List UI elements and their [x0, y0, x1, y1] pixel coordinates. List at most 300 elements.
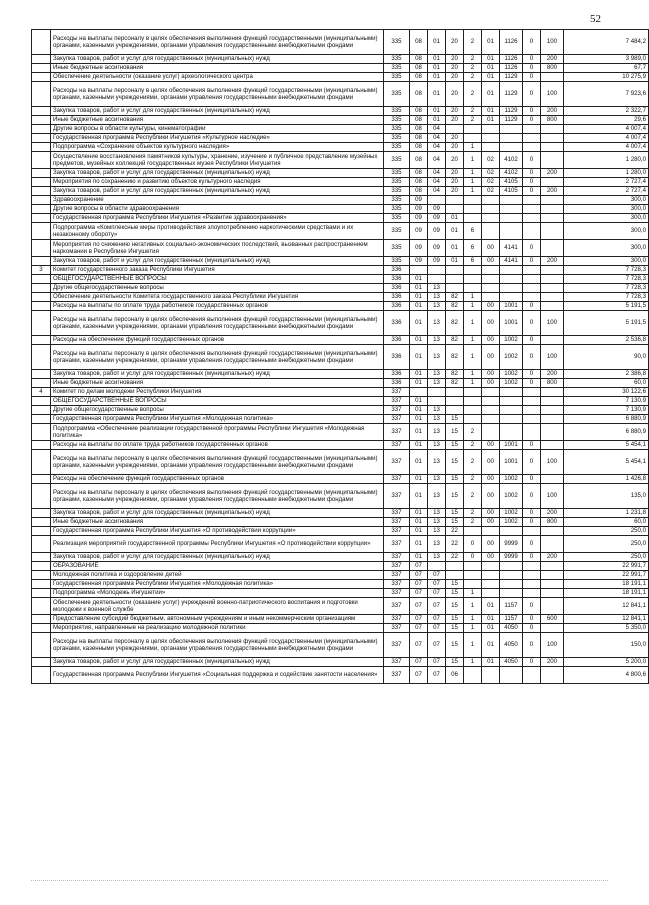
- event-cell: [482, 424, 500, 441]
- row-number-cell: [32, 624, 51, 633]
- subsection-cell: 01: [428, 116, 446, 125]
- program-cell: 15: [446, 615, 464, 624]
- direction-cell: [500, 205, 523, 214]
- row-number-cell: [32, 424, 51, 441]
- program-cell: 15: [446, 484, 464, 509]
- ministry-code-cell: 335: [384, 55, 410, 64]
- code-cell: 0: [523, 73, 541, 82]
- page-number: 52: [590, 13, 601, 25]
- expense-type-cell: [541, 441, 564, 450]
- section-cell: 08: [410, 55, 428, 64]
- ministry-code-cell: 337: [384, 450, 410, 475]
- expense-type-cell: [541, 73, 564, 82]
- subsection-cell: 01: [428, 30, 446, 55]
- program-cell: [446, 284, 464, 293]
- row-number-cell: [32, 336, 51, 345]
- section-cell: 01: [410, 518, 428, 527]
- program-cell: 82: [446, 370, 464, 379]
- table-row: [32, 484, 649, 509]
- amount-cell: 4 007,4: [564, 143, 649, 152]
- expense-type-cell: [541, 580, 564, 589]
- expense-type-cell: [541, 336, 564, 345]
- item-name-cell: Расходы на выплаты персоналу в целях обеспечения выполнения функций государственными (муниципальными) органами, казенными учреждениями, органами управления государственными внебюджетными фондами: [51, 484, 384, 509]
- subprogram-cell: 1: [464, 589, 482, 598]
- program-cell: 22: [446, 527, 464, 536]
- event-cell: 01: [482, 615, 500, 624]
- item-name-cell: Закупка товаров, работ и услуг для государственных (муниципальных) нужд: [51, 257, 384, 266]
- table-row: [32, 73, 649, 82]
- amount-cell: 5 191,5: [564, 302, 649, 311]
- amount-cell: 2 322,7: [564, 107, 649, 116]
- subsection-cell: 01: [428, 64, 446, 73]
- direction-cell: [500, 562, 523, 571]
- row-number-cell: [32, 187, 51, 196]
- event-cell: 00: [482, 450, 500, 475]
- item-name-cell: Подпрограмма «Комплексные меры противодействия злоупотреблению наркотическими средствами и их незаконному обороту»: [51, 223, 384, 240]
- event-cell: [482, 196, 500, 205]
- direction-cell: 9999: [500, 536, 523, 553]
- event-cell: [482, 406, 500, 415]
- section-cell: 07: [410, 615, 428, 624]
- direction-cell: 1129: [500, 73, 523, 82]
- ministry-code-cell: 335: [384, 125, 410, 134]
- event-cell: 00: [482, 518, 500, 527]
- code-cell: 0: [523, 536, 541, 553]
- code-cell: 0: [523, 633, 541, 658]
- expense-type-cell: [541, 205, 564, 214]
- subprogram-cell: 2: [464, 30, 482, 55]
- subsection-cell: [428, 562, 446, 571]
- table-row: [32, 116, 649, 125]
- expense-type-cell: 200: [541, 55, 564, 64]
- table-row: [32, 658, 649, 667]
- amount-cell: 250,0: [564, 527, 649, 536]
- code-cell: [523, 388, 541, 397]
- section-cell: 01: [410, 441, 428, 450]
- direction-cell: [500, 275, 523, 284]
- item-name-cell: Обеспечение деятельности Комитета государственного заказа Республики Ингушетия: [51, 293, 384, 302]
- subprogram-cell: 2: [464, 82, 482, 107]
- ministry-code-cell: 337: [384, 571, 410, 580]
- program-cell: 82: [446, 311, 464, 336]
- subprogram-cell: 1: [464, 152, 482, 169]
- subsection-cell: 07: [428, 615, 446, 624]
- subsection-cell: 04: [428, 178, 446, 187]
- budget-table: [31, 29, 649, 684]
- code-cell: [523, 424, 541, 441]
- item-name-cell: ОБЩЕГОСУДАРСТВЕННЫЕ ВОПРОСЫ: [51, 397, 384, 406]
- program-cell: [446, 562, 464, 571]
- program-cell: 15: [446, 658, 464, 667]
- subsection-cell: 13: [428, 284, 446, 293]
- program-cell: 82: [446, 336, 464, 345]
- program-cell: 01: [446, 240, 464, 257]
- subsection-cell: 09: [428, 257, 446, 266]
- direction-cell: 1157: [500, 598, 523, 615]
- amount-cell: 18 191,1: [564, 580, 649, 589]
- table-row: [32, 107, 649, 116]
- event-cell: [482, 397, 500, 406]
- row-number-cell: [32, 667, 51, 684]
- amount-cell: 1 426,8: [564, 475, 649, 484]
- ministry-code-cell: 337: [384, 518, 410, 527]
- amount-cell: 29,6: [564, 116, 649, 125]
- subprogram-cell: 1: [464, 178, 482, 187]
- program-cell: 20: [446, 143, 464, 152]
- ministry-code-cell: 337: [384, 580, 410, 589]
- program-cell: 15: [446, 475, 464, 484]
- code-cell: 0: [523, 240, 541, 257]
- amount-cell: 2 727,4: [564, 187, 649, 196]
- subsection-cell: 07: [428, 580, 446, 589]
- section-cell: 08: [410, 125, 428, 134]
- subsection-cell: 09: [428, 223, 446, 240]
- item-name-cell: Государственная программа Республики Ингушетия «Социальная поддержка и содействие занятости населения»: [51, 667, 384, 684]
- direction-cell: 1129: [500, 82, 523, 107]
- program-cell: 15: [446, 633, 464, 658]
- item-name-cell: Подпрограмма «Сохранение объектов культурного наследия»: [51, 143, 384, 152]
- subprogram-cell: [464, 266, 482, 275]
- section-cell: 07: [410, 580, 428, 589]
- subprogram-cell: [464, 134, 482, 143]
- ministry-code-cell: 335: [384, 64, 410, 73]
- amount-cell: 135,0: [564, 484, 649, 509]
- table-row: [32, 152, 649, 169]
- item-name-cell: Обеспечение деятельности (оказание услуг) учреждений военно-патриотического воспитания и подготовки молодежи к военной службе: [51, 598, 384, 615]
- row-number-cell: [32, 370, 51, 379]
- program-cell: 15: [446, 450, 464, 475]
- item-name-cell: Государственная программа Республики Ингушетия «Молодежная политика»: [51, 415, 384, 424]
- program-cell: [446, 205, 464, 214]
- expense-type-cell: [541, 240, 564, 257]
- row-number-cell: [32, 64, 51, 73]
- subprogram-cell: 1: [464, 143, 482, 152]
- event-cell: [482, 527, 500, 536]
- code-cell: 0: [523, 257, 541, 266]
- ministry-code-cell: 337: [384, 527, 410, 536]
- row-number-cell: [32, 484, 51, 509]
- subprogram-cell: 2: [464, 55, 482, 64]
- subprogram-cell: 1: [464, 633, 482, 658]
- direction-cell: 1001: [500, 441, 523, 450]
- expense-type-cell: 100: [541, 30, 564, 55]
- event-cell: 02: [482, 169, 500, 178]
- amount-cell: 6 880,9: [564, 415, 649, 424]
- subsection-cell: 04: [428, 169, 446, 178]
- subprogram-cell: 2: [464, 450, 482, 475]
- code-cell: [523, 293, 541, 302]
- row-number-cell: [32, 240, 51, 257]
- row-number-cell: [32, 293, 51, 302]
- subprogram-cell: [464, 397, 482, 406]
- event-cell: [482, 293, 500, 302]
- program-cell: 82: [446, 345, 464, 370]
- amount-cell: 60,0: [564, 379, 649, 388]
- event-cell: 00: [482, 240, 500, 257]
- item-name-cell: Государственная программа Республики Ингушетия «О противодействии коррупции»: [51, 527, 384, 536]
- direction-cell: 1001: [500, 450, 523, 475]
- table-row: [32, 379, 649, 388]
- table-row: [32, 370, 649, 379]
- subprogram-cell: 0: [464, 536, 482, 553]
- direction-cell: 1126: [500, 64, 523, 73]
- subprogram-cell: 2: [464, 475, 482, 484]
- event-cell: 00: [482, 370, 500, 379]
- ministry-code-cell: 337: [384, 624, 410, 633]
- item-name-cell: Закупка товаров, работ и услуг для государственных (муниципальных) нужд: [51, 370, 384, 379]
- table-row: [32, 667, 649, 684]
- direction-cell: [500, 214, 523, 223]
- amount-cell: 300,0: [564, 205, 649, 214]
- row-number-cell: [32, 536, 51, 553]
- subprogram-cell: 1: [464, 345, 482, 370]
- subsection-cell: 13: [428, 379, 446, 388]
- direction-cell: 1002: [500, 345, 523, 370]
- item-name-cell: Другие вопросы в области культуры, кинематографии: [51, 125, 384, 134]
- row-number-cell: [32, 134, 51, 143]
- subprogram-cell: [464, 125, 482, 134]
- direction-cell: 1001: [500, 311, 523, 336]
- expense-type-cell: 100: [541, 484, 564, 509]
- direction-cell: 1129: [500, 116, 523, 125]
- table-row: [32, 562, 649, 571]
- item-name-cell: Государственная программа Республики Ингушетия «Культурное наследие»: [51, 134, 384, 143]
- row-number-cell: [32, 450, 51, 475]
- expense-type-cell: 100: [541, 311, 564, 336]
- table-row: [32, 527, 649, 536]
- row-number-cell: [32, 379, 51, 388]
- table-row: [32, 178, 649, 187]
- section-cell: 09: [410, 223, 428, 240]
- subsection-cell: 01: [428, 55, 446, 64]
- event-cell: [482, 143, 500, 152]
- direction-cell: [500, 134, 523, 143]
- direction-cell: 1002: [500, 370, 523, 379]
- budget-table-body: [32, 30, 649, 684]
- row-number-cell: [32, 152, 51, 169]
- subsection-cell: 13: [428, 302, 446, 311]
- subprogram-cell: 2: [464, 518, 482, 527]
- table-row: [32, 598, 649, 615]
- section-cell: 01: [410, 484, 428, 509]
- section-cell: 08: [410, 64, 428, 73]
- subsection-cell: 09: [428, 240, 446, 257]
- item-name-cell: Расходы на выплаты по оплате труда работников государственных органов: [51, 302, 384, 311]
- ministry-code-cell: 337: [384, 562, 410, 571]
- subsection-cell: 13: [428, 475, 446, 484]
- item-name-cell: Иные бюджетные ассигнования: [51, 116, 384, 125]
- table-row: [32, 615, 649, 624]
- row-number-cell: [32, 345, 51, 370]
- row-number-cell: [32, 475, 51, 484]
- ministry-code-cell: 337: [384, 667, 410, 684]
- section-cell: 01: [410, 275, 428, 284]
- subprogram-cell: [464, 562, 482, 571]
- subsection-cell: 13: [428, 527, 446, 536]
- section-cell: 09: [410, 205, 428, 214]
- amount-cell: 90,0: [564, 345, 649, 370]
- ministry-code-cell: 337: [384, 509, 410, 518]
- ministry-code-cell: 337: [384, 589, 410, 598]
- event-cell: 00: [482, 441, 500, 450]
- table-row: [32, 518, 649, 527]
- item-name-cell: Государственная программа Республики Ингушетия «Молодежная политика»: [51, 580, 384, 589]
- expense-type-cell: [541, 284, 564, 293]
- direction-cell: 1126: [500, 30, 523, 55]
- subsection-cell: 04: [428, 143, 446, 152]
- row-number-cell: [32, 223, 51, 240]
- row-number-cell: [32, 196, 51, 205]
- event-cell: 01: [482, 598, 500, 615]
- subprogram-cell: 1: [464, 302, 482, 311]
- direction-cell: 4102: [500, 152, 523, 169]
- code-cell: 0: [523, 311, 541, 336]
- subprogram-cell: 1: [464, 187, 482, 196]
- expense-type-cell: 200: [541, 169, 564, 178]
- expense-type-cell: [541, 302, 564, 311]
- item-name-cell: Мероприятия по сохранению и развитию объектов культурного наследия: [51, 178, 384, 187]
- ministry-code-cell: 337: [384, 441, 410, 450]
- ministry-code-cell: 335: [384, 257, 410, 266]
- code-cell: [523, 527, 541, 536]
- event-cell: 01: [482, 658, 500, 667]
- table-row: [32, 205, 649, 214]
- expense-type-cell: [541, 667, 564, 684]
- code-cell: [523, 571, 541, 580]
- section-cell: 01: [410, 302, 428, 311]
- code-cell: [523, 667, 541, 684]
- section-cell: 08: [410, 30, 428, 55]
- ministry-code-cell: 335: [384, 187, 410, 196]
- expense-type-cell: [541, 196, 564, 205]
- direction-cell: 1002: [500, 509, 523, 518]
- code-cell: 0: [523, 475, 541, 484]
- event-cell: 01: [482, 116, 500, 125]
- expense-type-cell: [541, 152, 564, 169]
- event-cell: [482, 275, 500, 284]
- section-cell: 01: [410, 406, 428, 415]
- ministry-code-cell: 337: [384, 424, 410, 441]
- event-cell: [482, 571, 500, 580]
- section-cell: 09: [410, 257, 428, 266]
- program-cell: [446, 266, 464, 275]
- subsection-cell: 07: [428, 667, 446, 684]
- ministry-code-cell: 335: [384, 134, 410, 143]
- ministry-code-cell: 335: [384, 73, 410, 82]
- program-cell: 20: [446, 187, 464, 196]
- subsection-cell: 13: [428, 293, 446, 302]
- direction-cell: 1002: [500, 484, 523, 509]
- direction-cell: [500, 223, 523, 240]
- item-name-cell: Подпрограмма «Обеспечение реализации государственной программы Республики Ингушетия «Молодежная политика»: [51, 424, 384, 441]
- row-number-cell: [32, 562, 51, 571]
- section-cell: 08: [410, 107, 428, 116]
- row-number-cell: [32, 116, 51, 125]
- subsection-cell: 13: [428, 415, 446, 424]
- item-name-cell: Закупка товаров, работ и услуг для государственных (муниципальных) нужд: [51, 55, 384, 64]
- section-cell: [410, 388, 428, 397]
- expense-type-cell: [541, 527, 564, 536]
- code-cell: 0: [523, 152, 541, 169]
- subprogram-cell: 1: [464, 336, 482, 345]
- table-row: [32, 536, 649, 553]
- row-number-cell: [32, 275, 51, 284]
- section-cell: 07: [410, 562, 428, 571]
- code-cell: [523, 196, 541, 205]
- amount-cell: 1 231,8: [564, 509, 649, 518]
- subprogram-cell: [464, 205, 482, 214]
- subprogram-cell: 0: [464, 553, 482, 562]
- row-number-cell: [32, 441, 51, 450]
- program-cell: [446, 125, 464, 134]
- subsection-cell: 01: [428, 107, 446, 116]
- direction-cell: 4105: [500, 178, 523, 187]
- item-name-cell: Закупка товаров, работ и услуг для государственных (муниципальных) нужд: [51, 169, 384, 178]
- subsection-cell: 13: [428, 518, 446, 527]
- program-cell: 15: [446, 589, 464, 598]
- subsection-cell: 13: [428, 370, 446, 379]
- code-cell: [523, 266, 541, 275]
- subsection-cell: 01: [428, 82, 446, 107]
- subprogram-cell: 1: [464, 169, 482, 178]
- row-number-cell: [32, 125, 51, 134]
- code-cell: 0: [523, 509, 541, 518]
- section-cell: 01: [410, 370, 428, 379]
- program-cell: 01: [446, 257, 464, 266]
- expense-type-cell: 800: [541, 64, 564, 73]
- table-row: [32, 257, 649, 266]
- subprogram-cell: [464, 580, 482, 589]
- expense-type-cell: [541, 223, 564, 240]
- code-cell: 0: [523, 107, 541, 116]
- amount-cell: 18 191,1: [564, 589, 649, 598]
- direction-cell: [500, 397, 523, 406]
- event-cell: 00: [482, 257, 500, 266]
- subsection-cell: 13: [428, 345, 446, 370]
- section-cell: 08: [410, 187, 428, 196]
- table-row: [32, 388, 649, 397]
- expense-type-cell: [541, 475, 564, 484]
- program-cell: 20: [446, 82, 464, 107]
- item-name-cell: Закупка товаров, работ и услуг для государственных (муниципальных) нужд: [51, 553, 384, 562]
- ministry-code-cell: 337: [384, 475, 410, 484]
- code-cell: [523, 406, 541, 415]
- expense-type-cell: 200: [541, 107, 564, 116]
- item-name-cell: Расходы на выплаты персоналу в целях обеспечения выполнения функций государственными (муниципальными) органами, казенными учреждениями, органами управления государственными внебюджетными фондами: [51, 450, 384, 475]
- section-cell: [410, 266, 428, 275]
- program-cell: 20: [446, 30, 464, 55]
- direction-cell: [500, 571, 523, 580]
- row-number-cell: [32, 580, 51, 589]
- table-row: [32, 415, 649, 424]
- section-cell: 09: [410, 196, 428, 205]
- row-number-cell: [32, 311, 51, 336]
- table-row: [32, 30, 649, 55]
- code-cell: 0: [523, 55, 541, 64]
- event-cell: [482, 125, 500, 134]
- ministry-code-cell: 337: [384, 633, 410, 658]
- item-name-cell: ОБЩЕГОСУДАРСТВЕННЫЕ ВОПРОСЫ: [51, 275, 384, 284]
- subprogram-cell: [464, 527, 482, 536]
- subprogram-cell: 1: [464, 311, 482, 336]
- item-name-cell: ОБРАЗОВАНИЕ: [51, 562, 384, 571]
- expense-type-cell: 100: [541, 633, 564, 658]
- event-cell: 01: [482, 73, 500, 82]
- item-name-cell: Здравоохранение: [51, 196, 384, 205]
- program-cell: 15: [446, 424, 464, 441]
- event-cell: [482, 580, 500, 589]
- subsection-cell: 07: [428, 624, 446, 633]
